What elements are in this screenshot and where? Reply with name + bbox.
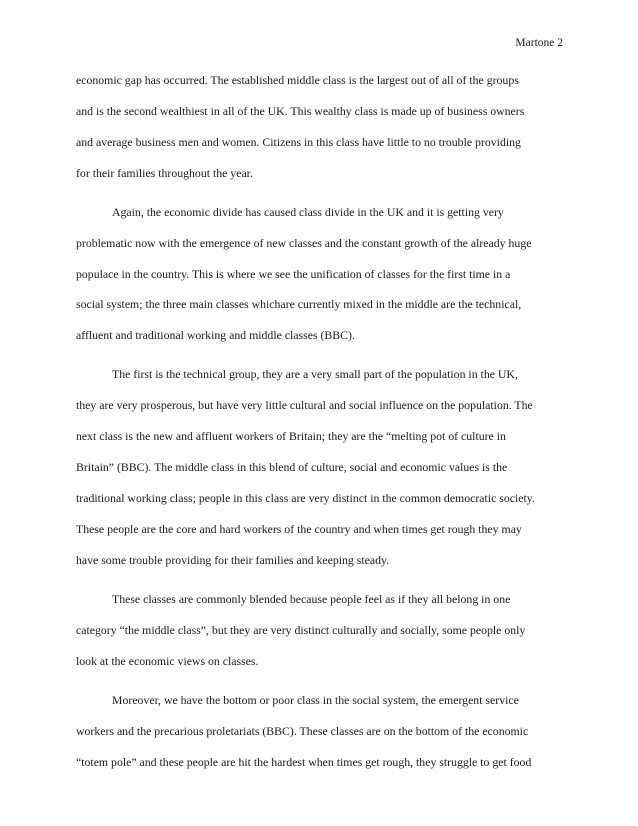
text-line: problematic now with the emergence of new classes and the constant growth of the already huge (76, 236, 532, 250)
text-line: affluent and traditional working and middle classes (BBC). (76, 328, 355, 342)
text-line: next class is the new and affluent workers of Britain; they are the “melting pot of culture in (76, 429, 506, 443)
text-line: they are very prosperous, but have very little cultural and social influence on the population. The (76, 398, 533, 412)
page-header: Martone 2 (515, 37, 563, 49)
text-line: These people are the core and hard workers of the country and when times get rough they may (76, 522, 522, 536)
paragraph-first-line: The first is the technical group, they are a very small part of the population in the UK, (112, 367, 518, 381)
text-line: have some trouble providing for their families and keeping steady. (76, 553, 390, 567)
text-line: populace in the country. This is where we see the unification of classes for the first time in a (76, 267, 511, 281)
text-line: “totem pole” and these people are hit the hardest when times get rough, they struggle to get food (76, 755, 532, 769)
text-line: workers and the precarious proletariats (BBC). These classes are on the bottom of the economic (76, 724, 529, 738)
paragraph-first-line: These classes are commonly blended because people feel as if they all belong in one (112, 592, 511, 606)
paragraph-first-line: Moreover, we have the bottom or poor class in the social system, the emergent service (112, 693, 519, 707)
text-line: category “the middle class”, but they are very distinct culturally and socially, some people only (76, 623, 526, 637)
paragraph-first-line: Again, the economic divide has caused class divide in the UK and it is getting very (112, 205, 504, 219)
text-line: look at the economic views on classes. (76, 654, 259, 668)
text-line: social system; the three main classes whichare currently mixed in the middle are the technical, (76, 297, 522, 311)
text-line: for their families throughout the year. (76, 166, 253, 180)
text-line: and is the second wealthiest in all of the UK. This wealthy class is made up of business owners (76, 104, 525, 118)
text-line: Britain” (BBC). The middle class in this blend of culture, social and economic values is the (76, 460, 508, 474)
text-line: and average business men and women. Citizens in this class have little to no trouble providing (76, 135, 521, 149)
text-line: traditional working class; people in this class are very distinct in the common democratic society. (76, 491, 535, 505)
text-line: economic gap has occurred. The established middle class is the largest out of all of the groups (76, 73, 519, 87)
